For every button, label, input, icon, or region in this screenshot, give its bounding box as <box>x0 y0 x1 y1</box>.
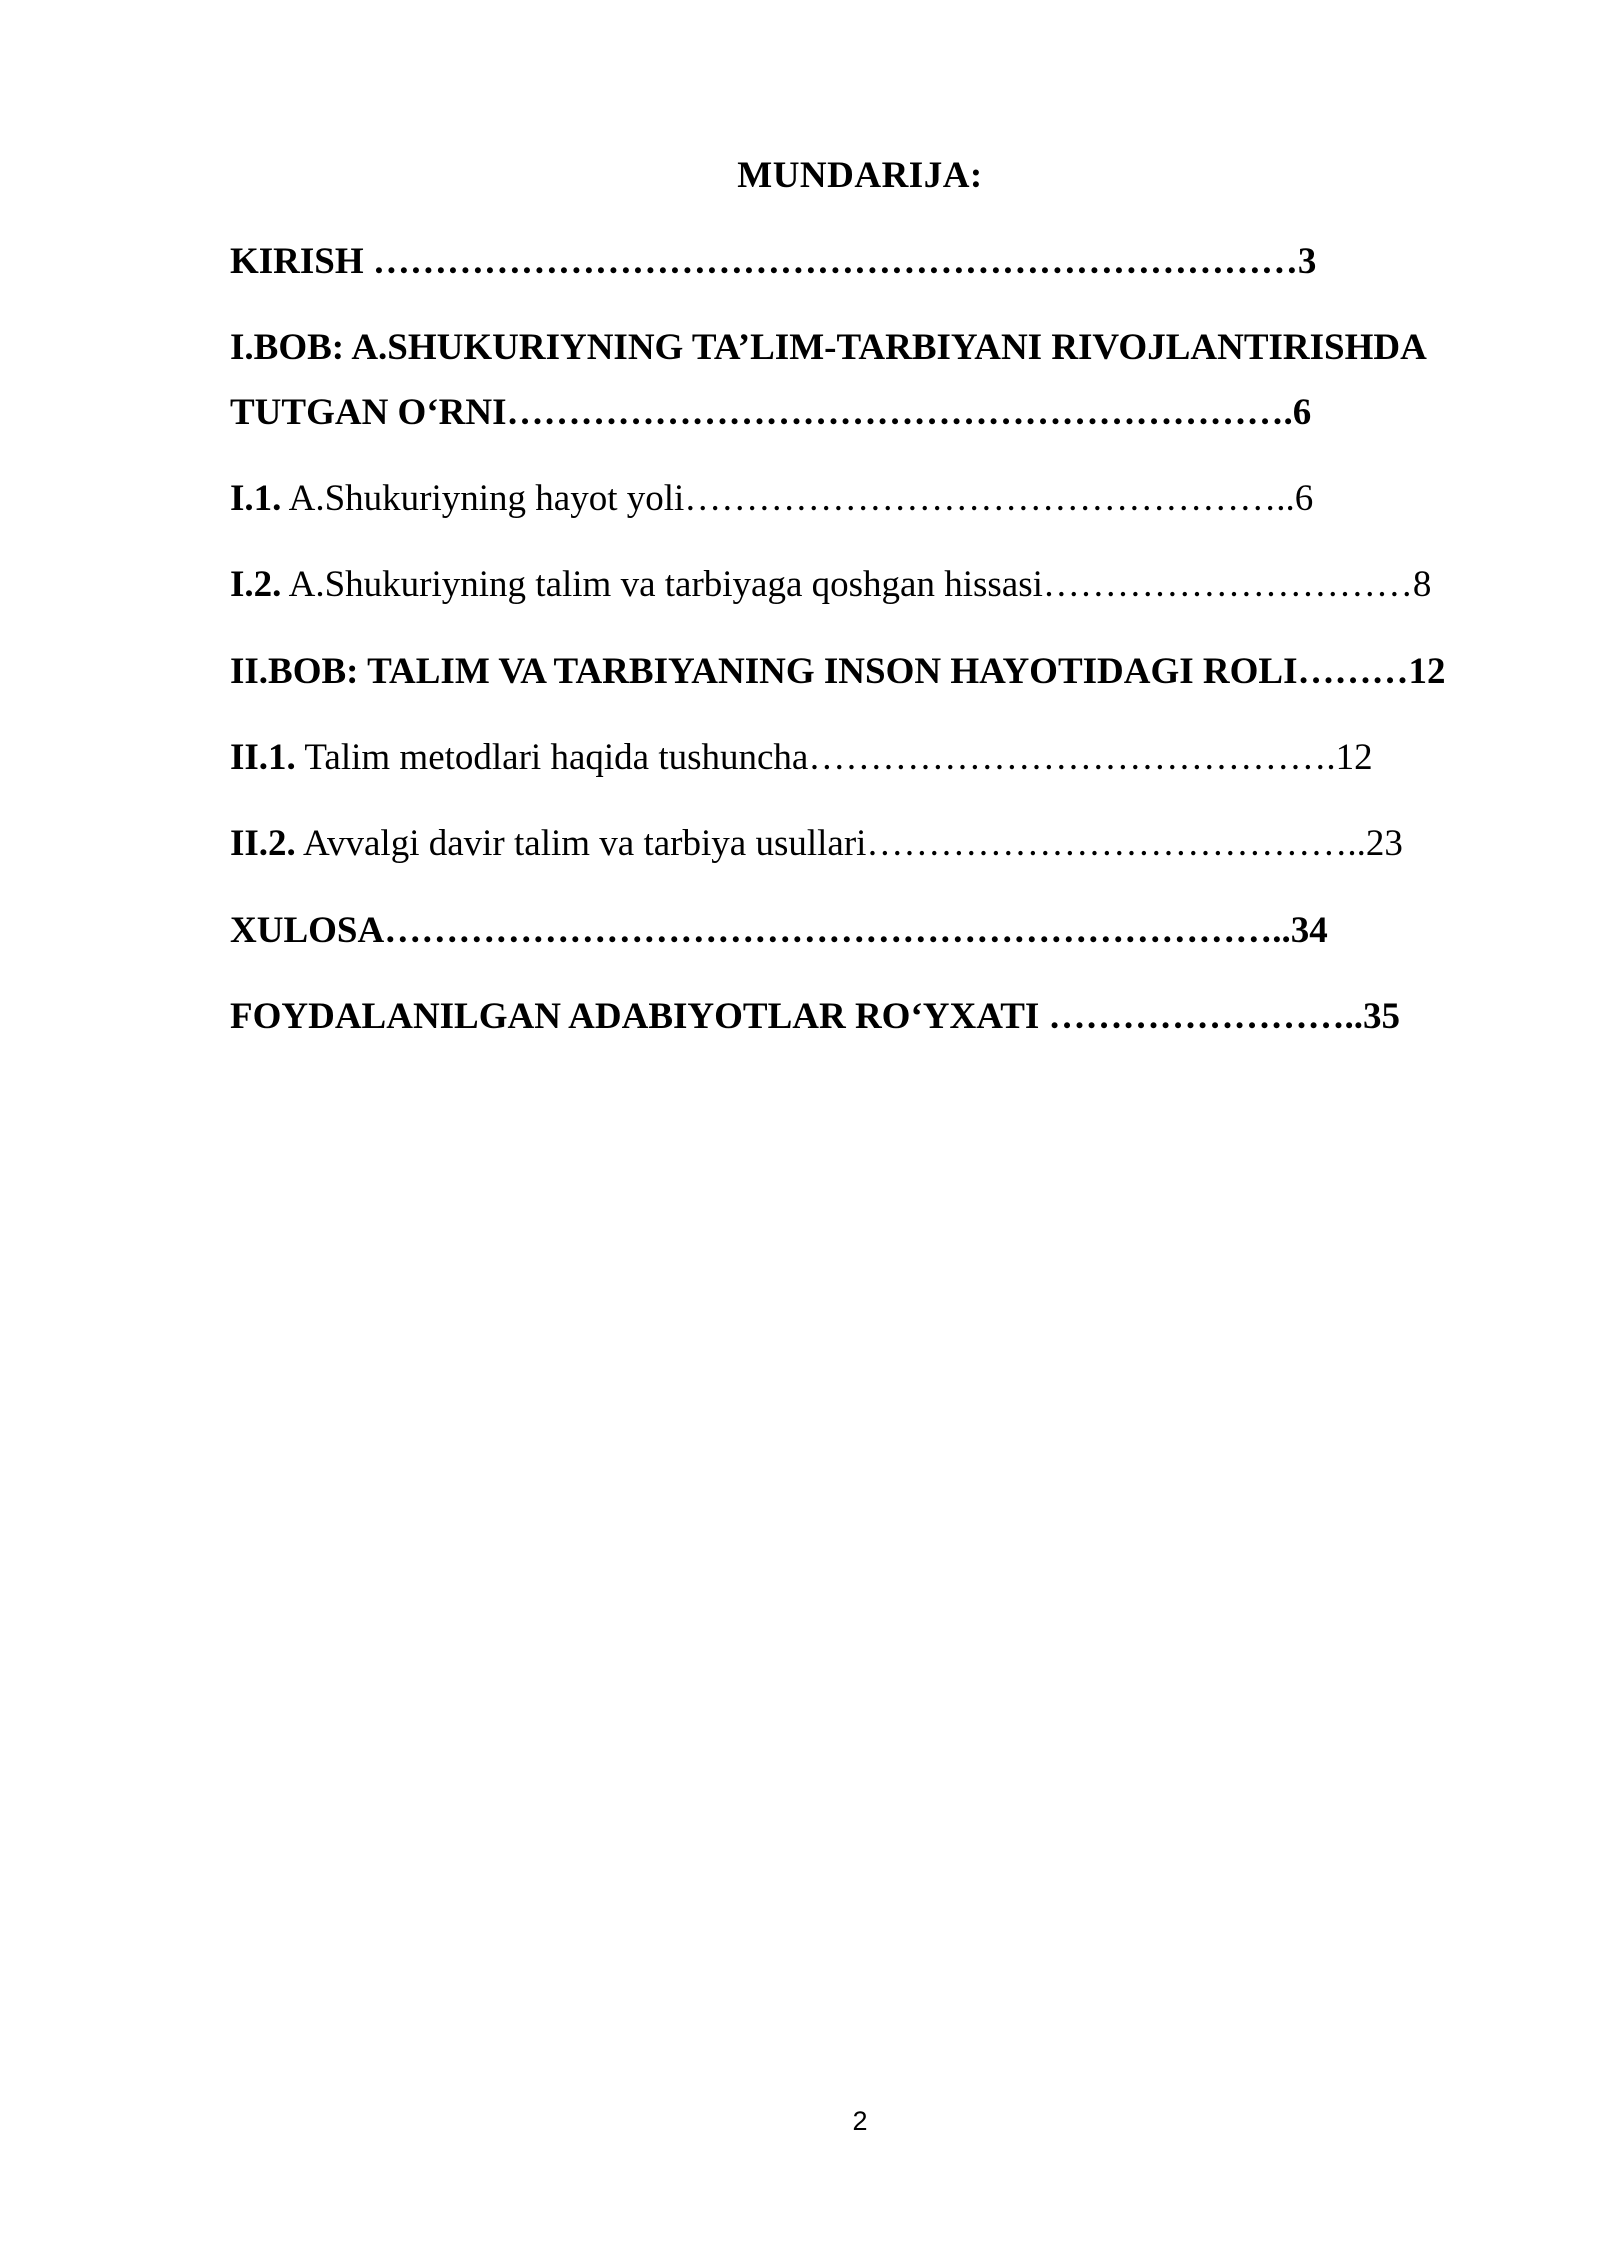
toc-entry-references <box>230 993 1400 1041</box>
toc-entry-label: II.BOB: TALIM VA TARBIYANING INSON HAYOTIDAGI ROLI………12 <box>230 651 1446 692</box>
toc-entry-label: KIRISH <box>230 241 364 282</box>
toc-entry-chapter-2 <box>230 648 1445 696</box>
toc-entry-chapter-1-line-2 <box>230 389 1311 437</box>
toc-entry-number: II.2. <box>230 823 296 864</box>
toc-title: MUNDARIJA: <box>737 155 983 196</box>
toc-entry-leader: …………………………………………………………………3 <box>363 241 1317 282</box>
toc-entry-number: II.1. <box>230 737 296 778</box>
page-number: 2 <box>852 2106 868 2136</box>
toc-entry-section-1-1 <box>230 475 1313 523</box>
toc-entry-label: TUTGAN O‘RNI <box>230 392 507 433</box>
toc-entry-section-1-2 <box>230 561 1431 609</box>
toc-entry-chapter-1-line-1 <box>230 324 1427 372</box>
toc-entry-label: XULOSA………………………………………………………………..34 <box>230 910 1328 951</box>
toc-entry-section-2-1 <box>230 734 1373 782</box>
toc-entry-number: I.1. <box>230 478 282 519</box>
toc-entry-section-2-2 <box>230 820 1403 868</box>
toc-entry-text: Avvalgi davir talim va tarbiya usullari…………………………………..23 <box>295 823 1403 864</box>
toc-entry-text: A.Shukuriyning hayot yoli…………………………………………..6 <box>281 478 1314 519</box>
toc-entry-text: A.Shukuriyning talim va tarbiyaga qoshgan hissasi…………………………8 <box>281 564 1432 605</box>
toc-entry-number: I.2. <box>230 564 282 605</box>
toc-entry-label: FOYDALANILGAN ADABIYOTLAR RO‘YXATI ……………………..35 <box>230 996 1401 1037</box>
toc-entry-text: Talim metodlari haqida tushuncha…………………………………….12 <box>295 737 1373 778</box>
toc-entry-xulosa <box>230 907 1328 955</box>
toc-entry-leader: ……………………………………………………….6 <box>506 392 1312 433</box>
toc-entry-kirish <box>230 238 1316 286</box>
toc-entry-label: I.BOB: A.SHUKURIYNING TA’LIM-TARBIYANI RIVOJLANTIRISHDA <box>230 327 1427 368</box>
